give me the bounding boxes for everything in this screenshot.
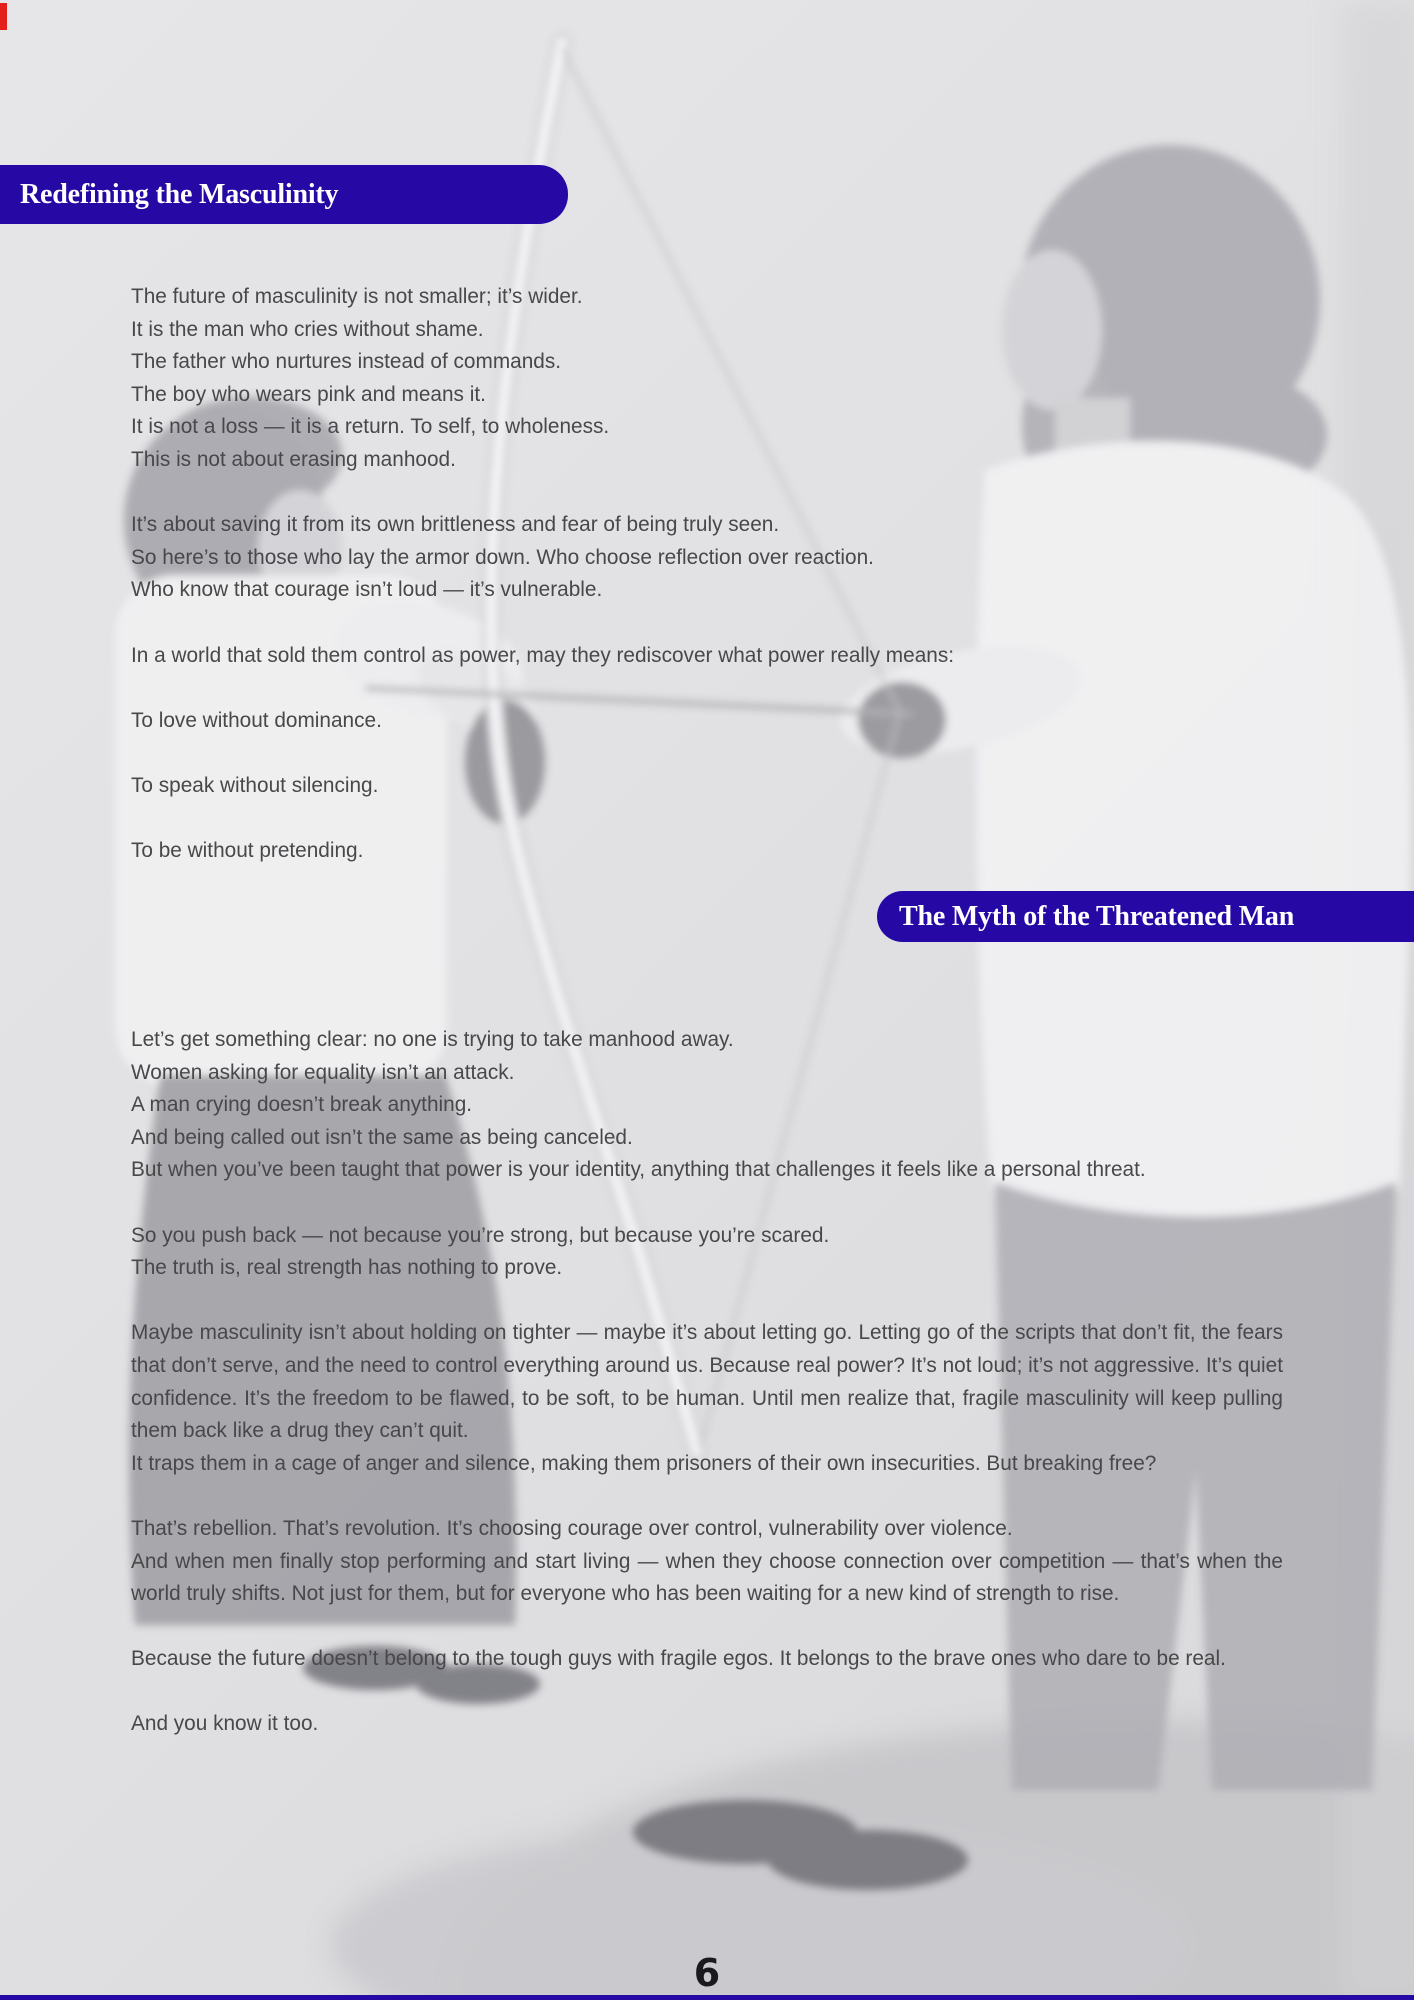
paragraph-block (131, 835, 1283, 868)
section2-text (131, 1024, 1283, 1741)
text-flow: It traps them in a cage of anger and silence, making them prisoners of their own insecurities. But breaking free? (131, 1451, 1157, 1475)
paragraph-block (131, 1317, 1283, 1480)
paragraph-block (131, 1513, 1283, 1611)
footer-accent-bar (0, 1995, 1414, 2000)
text-line: It’s about saving it from its own brittleness and fear of being truly seen. (131, 513, 780, 537)
paragraph-block (131, 1643, 1283, 1676)
text-line: It is not a loss — it is a return. To self, to wholeness. (131, 415, 610, 439)
text-line: The future of masculinity is not smaller; it’s wider. (131, 285, 583, 308)
section-banner-myth (877, 891, 1414, 942)
text-line: To speak without silencing. (131, 773, 379, 797)
text-line: To love without dominance. (131, 708, 382, 732)
paragraph-block (131, 705, 1283, 738)
text-line: That’s rebellion. That’s revolution. It’s choosing courage over control, vulnerability over violence. (131, 1516, 1013, 1540)
paragraph-block (131, 1024, 1283, 1187)
text-flow: And when men finally stop performing and start living — when they choose connection over competition — that’s when the world truly shifts. Not just for them, but for everyone who has been waiting for a new kind of strength to rise. (131, 1549, 1283, 1606)
text-line: Let’s get something clear: no one is trying to take manhood away. (131, 1028, 734, 1051)
text-line: The boy who wears pink and means it. (131, 382, 486, 406)
text-line: And being called out isn’t the same as being canceled. (131, 1125, 633, 1149)
text-line: The truth is, real strength has nothing to prove. (131, 1256, 563, 1280)
text-line: And you know it too. (131, 1712, 319, 1736)
paragraph-block (131, 281, 1283, 477)
text-flow: Maybe masculinity isn’t about holding on tighter — maybe it’s about letting go. Letting go of the scripts that don’t fit, the fears that don’t serve, and the need to control everything around us. Because real power? It’s not loud; it’s not aggressive. It’s quiet confidence. It’s the freedom to be flawed, to be soft, to be human. Until men realize that, fragile masculinity will keep pulling them back like a drug they can’t quit. (131, 1321, 1283, 1443)
text-line: Who know that courage isn’t loud — it’s vulnerable. (131, 578, 603, 602)
banner1-label: Redefining the Masculinity (20, 179, 339, 210)
text-line: So you push back — not because you’re strong, but because you’re scared. (131, 1223, 830, 1247)
paragraph-block (131, 770, 1283, 803)
paragraph-block (131, 640, 1283, 673)
section-banner-redefining (0, 165, 568, 224)
text-line: A man crying doesn’t break anything. (131, 1093, 473, 1117)
text-line: It is the man who cries without shame. (131, 317, 484, 341)
corner-accent-mark (0, 3, 7, 30)
text-flow: Because the future doesn’t belong to the tough guys with fragile egos. It belongs to the brave ones who dare to be real. (131, 1647, 1226, 1671)
text-line: Women asking for equality isn’t an attack. (131, 1060, 515, 1084)
text-flow: But when you’ve been taught that power is your identity, anything that challenges it feels like a personal threat. (131, 1158, 1146, 1182)
paragraph-block (131, 1708, 1283, 1741)
text-line: To be without pretending. (131, 839, 364, 863)
banner2-label: The Myth of the Threatened Man (899, 901, 1295, 932)
section1-text (131, 281, 1283, 868)
text-line: This is not about erasing manhood. (131, 447, 456, 471)
paragraph-block (131, 509, 1283, 607)
paragraph-block (131, 1220, 1283, 1285)
text-line: In a world that sold them control as power, may they rediscover what power really means: (131, 643, 955, 667)
page-number: 6 (693, 1951, 721, 1995)
text-line: So here’s to those who lay the armor down. Who choose reflection over reaction. (131, 545, 874, 569)
text-line: The father who nurtures instead of commands. (131, 350, 562, 374)
